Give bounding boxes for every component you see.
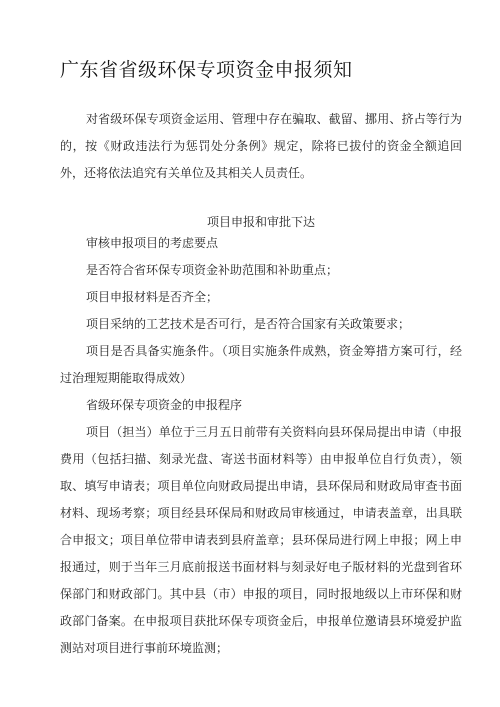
paragraph-list [60, 230, 462, 662]
section-title: 项目申报和审批下达 [206, 215, 315, 229]
document-title: 广东省省级环保专项资金申报须知 [60, 59, 353, 81]
paragraph-criteria-materials: 项目申报材料是否齐全； [86, 290, 219, 304]
paragraph-criteria-technology: 项目采纳的工艺技术是否可行，是否符合国家有关政策要求； [86, 317, 411, 331]
paragraph-procedure-heading: 省级环保专项资金的申报程序 [86, 398, 243, 412]
paragraph-criteria-conditions: 项目是否具备实施条件。（项目实施条件成熟，资金筹措方案可行，经过治理短期能取得成效） [60, 344, 462, 385]
paragraph-criteria-scope: 是否符合省环保专项资金补助范围和补助重点； [86, 263, 339, 277]
intro-paragraph: 对省级环保专项资金运用、管理中存在骗取、截留、挪用、挤占等行为的，按《财政违法行为惩罚处分条例》规定，除将已拔付的资金全额追回外，还将依法追究有关单位及其相关人员责任。 [60, 112, 462, 180]
paragraph-review-points: 审核申报项目的考虑要点 [86, 236, 219, 250]
paragraph-procedure-body: 项目（担当）单位于三月五日前带有关资料向县环保局提出申请（申报费用（包括扫描、刻录光盘、寄送书面材料等）由申报单位自行负责），领取、填写申请表；项目单位向财政局提出申请，县环保局和财政局审查书面材料、现场考察；项目经县环保局和财政局审核通过，申请表盖章，出具联合申报文；项目单位带申请表到县府盖章；县环保局进行网上申报；网上申报通过，则于当年三月底前报送书面材料与刻录好电子版材料的光盘到省环保部门和财政部门。其中县（市）申报的项目，同时报地级以上市环保和财政部门备案。在申报项目获批环保专项资金后，申报单位邀请县环境爱护监测站对项目进行事前环境监测； [60, 425, 462, 655]
